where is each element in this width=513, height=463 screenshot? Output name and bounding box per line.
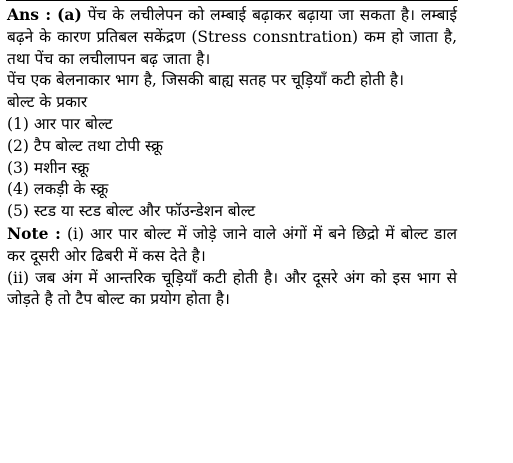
note-label: Note : (7, 223, 61, 243)
answer-paragraph (7, 4, 457, 70)
list-item: (2) टैप बोल्ट तथा टोपी स्क्रू (7, 136, 163, 155)
list-item: (5) स्टड या स्टड बोल्ट और फॉउन्डेशन बोल्ट (7, 202, 256, 221)
definition-paragraph: पेंच एक बेलनाकार भाग है, जिसकी बाह्य सतह पर चूड़ियाँ कटी होती है। (7, 71, 405, 90)
bolt-types-heading: बोल्ट के प्रकार (7, 93, 88, 112)
note-item-1: (i) आर पार बोल्ट में जोड़े जाने वाले अंगों में बने छिद्रो में बोल्ट डाल कर दूसरी ओर ढिबरी में कस देते है। (7, 224, 457, 265)
list-item: (1) आर पार बोल्ट (7, 114, 113, 133)
answer-document (7, 4, 457, 311)
answer-label: Ans : (7, 5, 52, 24)
answer-text: पेंच के लचीलेपन को लम्बाई बढ़ाकर बढ़ाया जा सकता है। लम्बाई बढ़ने के कारण प्रतिबल सकेंद्रण (Stress consntration) कम हो जाता है, तथा पेंच का लचीलापन बढ़ जाता है। (7, 6, 457, 68)
list-item: (3) मशीन स्क्रू (7, 158, 90, 177)
bolt-types-list (7, 114, 457, 223)
list-item: (4) लकड़ी के स्क्रू (7, 180, 109, 199)
top-rule (6, 0, 458, 1)
note-item-2: (ii) जब अंग में आन्तरिक चूड़ियाँ कटी होती है। और दूसरे अंग को इस भाग से जोड़ते है तो टैप बोल्ट का प्रयोग होता है। (7, 268, 457, 309)
answer-part: (a) (57, 5, 82, 24)
note-paragraph (7, 223, 457, 268)
